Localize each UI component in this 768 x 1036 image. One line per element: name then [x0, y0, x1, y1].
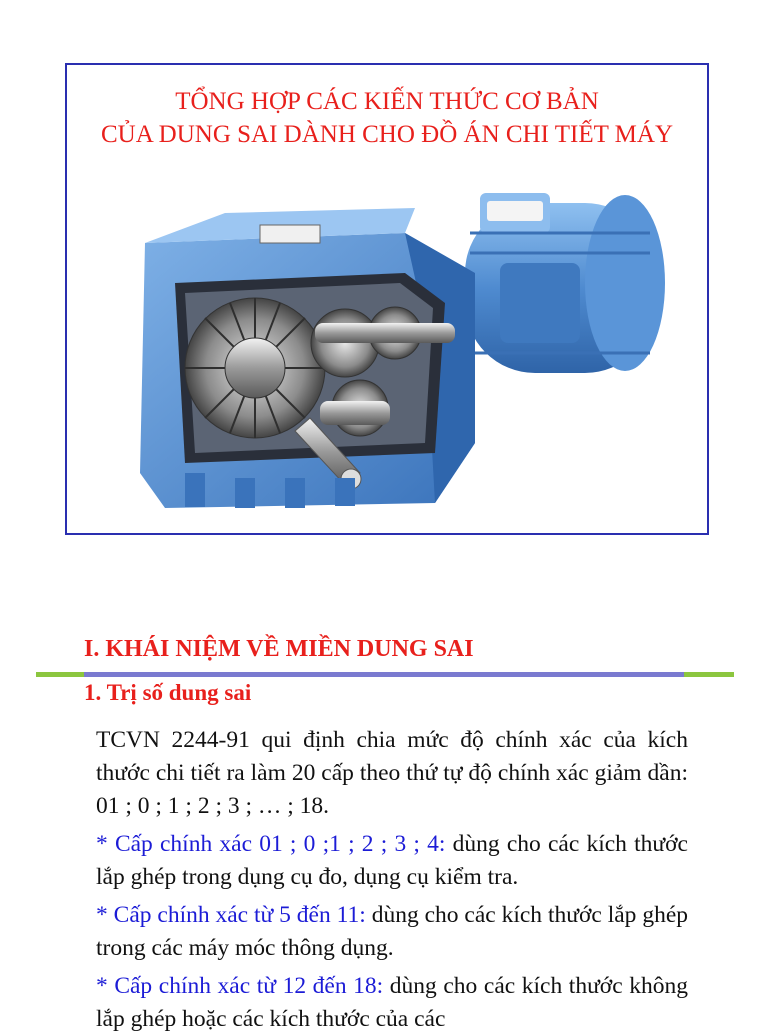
grade-range-label: * Cấp chính xác từ 5 đến 11:: [96, 902, 366, 928]
cover-title-line-1: TỔNG HỢP CÁC KIẾN THỨC CƠ BẢN: [175, 88, 599, 115]
cover-frame: [65, 63, 709, 535]
gearmotor-illustration: [105, 173, 675, 523]
paragraph-grade-01-4: [96, 828, 688, 894]
paragraph-grade-5-11: [96, 899, 688, 965]
divider-left-accent: [36, 672, 84, 677]
grade-description: dùng cho các kích thước lắp ghép trong các máy móc thông dụng.: [96, 902, 688, 961]
grade-description: dùng cho các kích thước lắp ghép trong dụng cụ đo, dụng cụ kiểm tra.: [96, 831, 688, 890]
paragraph-grade-12-18: [96, 970, 688, 1036]
grade-range-label: * Cấp chính xác từ 12 đến 18:: [96, 973, 384, 999]
subsection-heading: 1. Trị số dung sai: [84, 680, 252, 705]
section-heading: I. KHÁI NIỆM VỀ MIỀN DUNG SAI: [84, 636, 474, 662]
divider-right-accent: [684, 672, 734, 677]
divider-line: [84, 672, 684, 677]
paragraph-intro: TCVN 2244-91 qui định chia mức độ chính xác của kích thước chi tiết ra làm 20 cấp theo thứ tự độ chính xác giảm dần: 01 ; 0 ; 1 ; 2 ; 3 ; … ; 18.: [96, 727, 688, 819]
cover-title: [67, 85, 707, 151]
grade-range-label: * Cấp chính xác 01 ; 0 ;1 ; 2 ; 3 ; 4:: [96, 831, 446, 857]
grade-description: dùng cho các kích thước không lắp ghép hoặc các kích thước của các: [96, 973, 688, 1032]
cover-title-line-2: CỦA DUNG SAI DÀNH CHO ĐỒ ÁN CHI TIẾT MÁY: [101, 121, 673, 148]
